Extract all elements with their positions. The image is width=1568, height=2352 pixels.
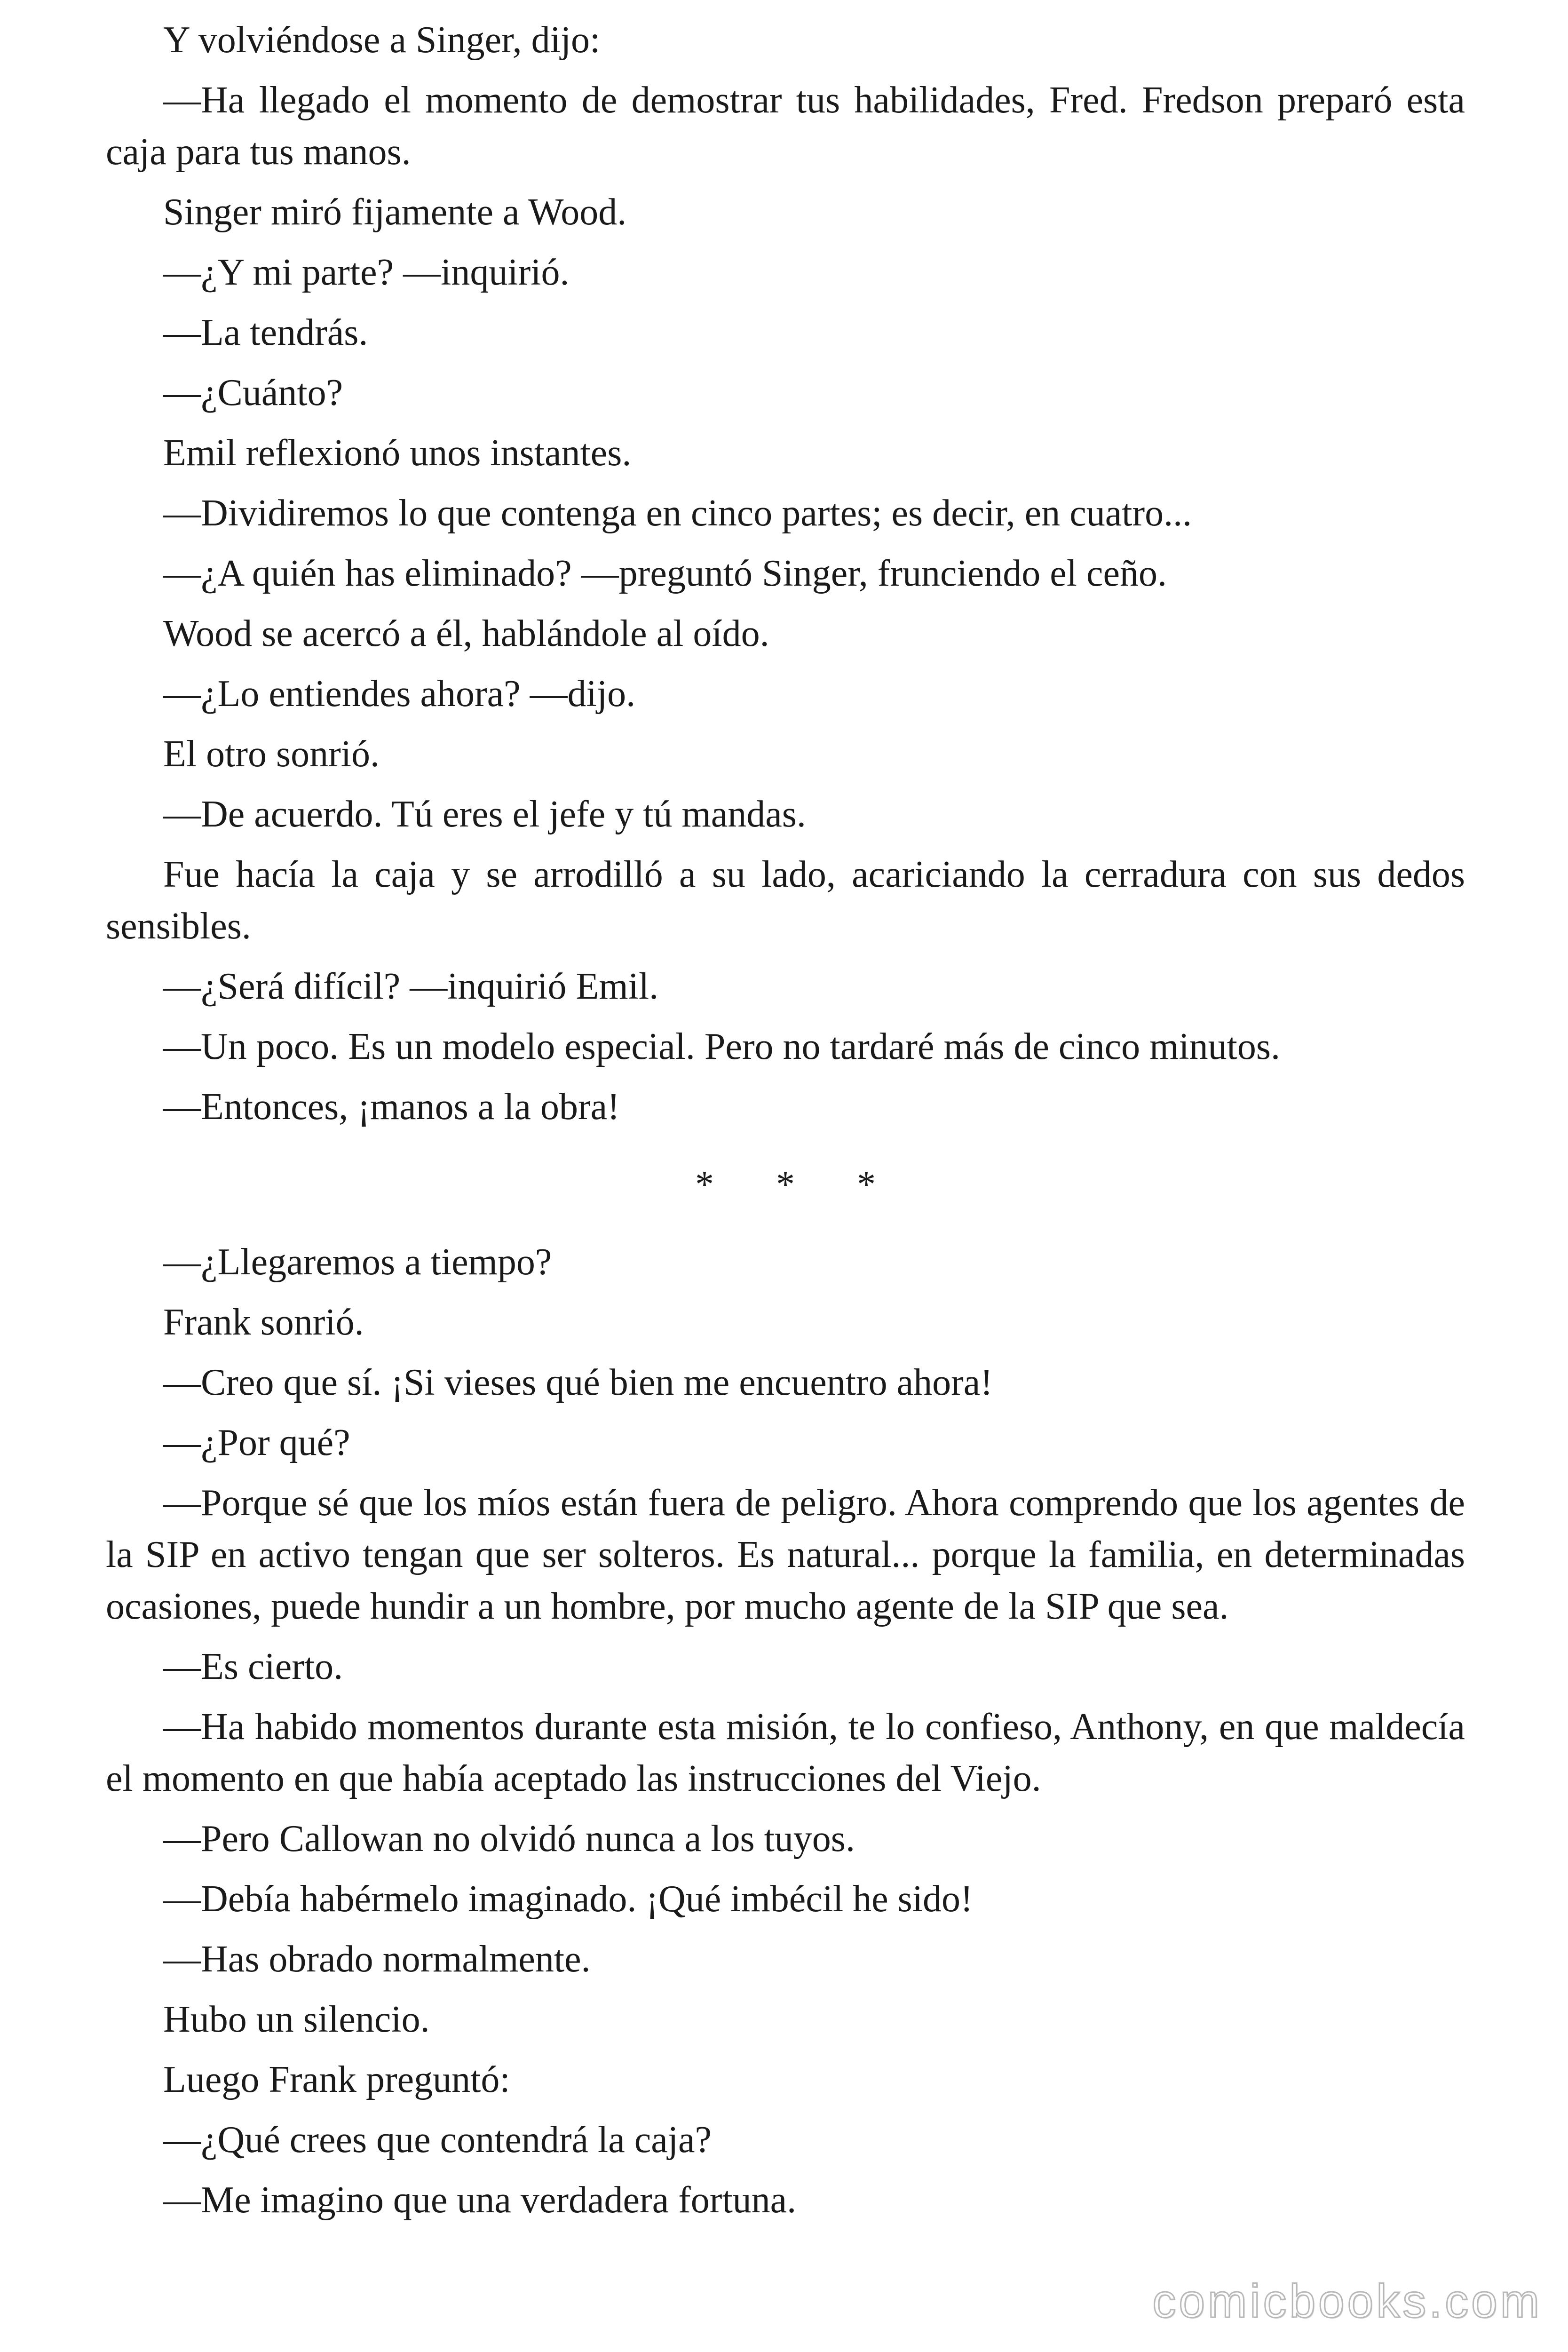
paragraph: —¿Cuánto? [163, 372, 343, 413]
paragraph: —Ha llegado el momento de demostrar tus habilidades, Fred. Fredson preparó esta caja para tus manos. [106, 79, 1465, 173]
separator-asterisk: * [695, 1164, 714, 1205]
paragraph: Emil reflexionó unos instantes. [163, 432, 632, 474]
paragraph: Y volviéndose a Singer, dijo: [163, 19, 601, 61]
paragraph: —¿Llegaremos a tiempo? [163, 1241, 552, 1283]
paragraph: —La tendrás. [163, 312, 368, 353]
paragraph: Hubo un silencio. [163, 1999, 430, 2040]
document-page [106, 14, 1465, 2234]
paragraph: Fue hacía la caja y se arrodilló a su lado, acariciando la cerradura con sus dedos sensibles. [106, 854, 1465, 947]
paragraph: —Es cierto. [163, 1646, 343, 1687]
text-block-bottom [106, 1236, 1465, 2226]
paragraph: —¿Lo entiendes ahora? —dijo. [163, 673, 636, 715]
paragraph: —Un poco. Es un modelo especial. Pero no tardaré más de cinco minutos. [163, 1026, 1280, 1067]
paragraph: —¿Será difícil? —inquirió Emil. [163, 966, 659, 1007]
paragraph: —Ha habido momentos durante esta misión, te lo confieso, Anthony, en que maldecía el momento en que había aceptado las instrucciones del Viejo. [106, 1706, 1465, 1799]
watermark-logo: comicbooks.com [1152, 2275, 1542, 2328]
paragraph: —Creo que sí. ¡Si vieses qué bien me encuentro ahora! [163, 1362, 993, 1403]
paragraph: —Pero Callowan no olvidó nunca a los tuyos. [163, 1818, 855, 1859]
paragraph: Singer miró fijamente a Wood. [163, 191, 627, 233]
paragraph: —Me imagino que una verdadera fortuna. [163, 2179, 797, 2221]
paragraph: —¿Por qué? [163, 1422, 350, 1463]
paragraph: Luego Frank preguntó: [163, 2059, 510, 2100]
section-separator [106, 1159, 1465, 1210]
paragraph: —¿Y mi parte? —inquirió. [163, 252, 570, 293]
paragraph: —¿A quién has eliminado? —preguntó Singer, frunciendo el ceño. [163, 553, 1167, 594]
paragraph: El otro sonrió. [163, 733, 380, 775]
paragraph: Frank sonrió. [163, 1302, 364, 1343]
text-block-top [106, 14, 1465, 1133]
paragraph: —¿Qué crees que contendrá la caja? [163, 2119, 712, 2161]
paragraph: —Debía habérmelo imaginado. ¡Qué imbécil he sido! [163, 1878, 973, 1920]
paragraph: —Entonces, ¡manos a la obra! [163, 1086, 620, 1128]
separator-asterisk: * [857, 1164, 876, 1205]
paragraph: Wood se acercó a él, hablándole al oído. [163, 613, 769, 654]
paragraph: —Has obrado normalmente. [163, 1939, 591, 1980]
paragraph: —De acuerdo. Tú eres el jefe y tú mandas. [163, 794, 806, 835]
separator-asterisk: * [776, 1164, 795, 1205]
paragraph: —Dividiremos lo que contenga en cinco partes; es decir, en cuatro... [163, 493, 1192, 534]
paragraph: —Porque sé que los míos están fuera de peligro. Ahora comprendo que los agentes de la SIP en activo tengan que ser solteros. Es natural... porque la familia, en determinadas ocasiones, puede hundir a un hombre, por mucho agente de la SIP que sea. [106, 1482, 1465, 1627]
